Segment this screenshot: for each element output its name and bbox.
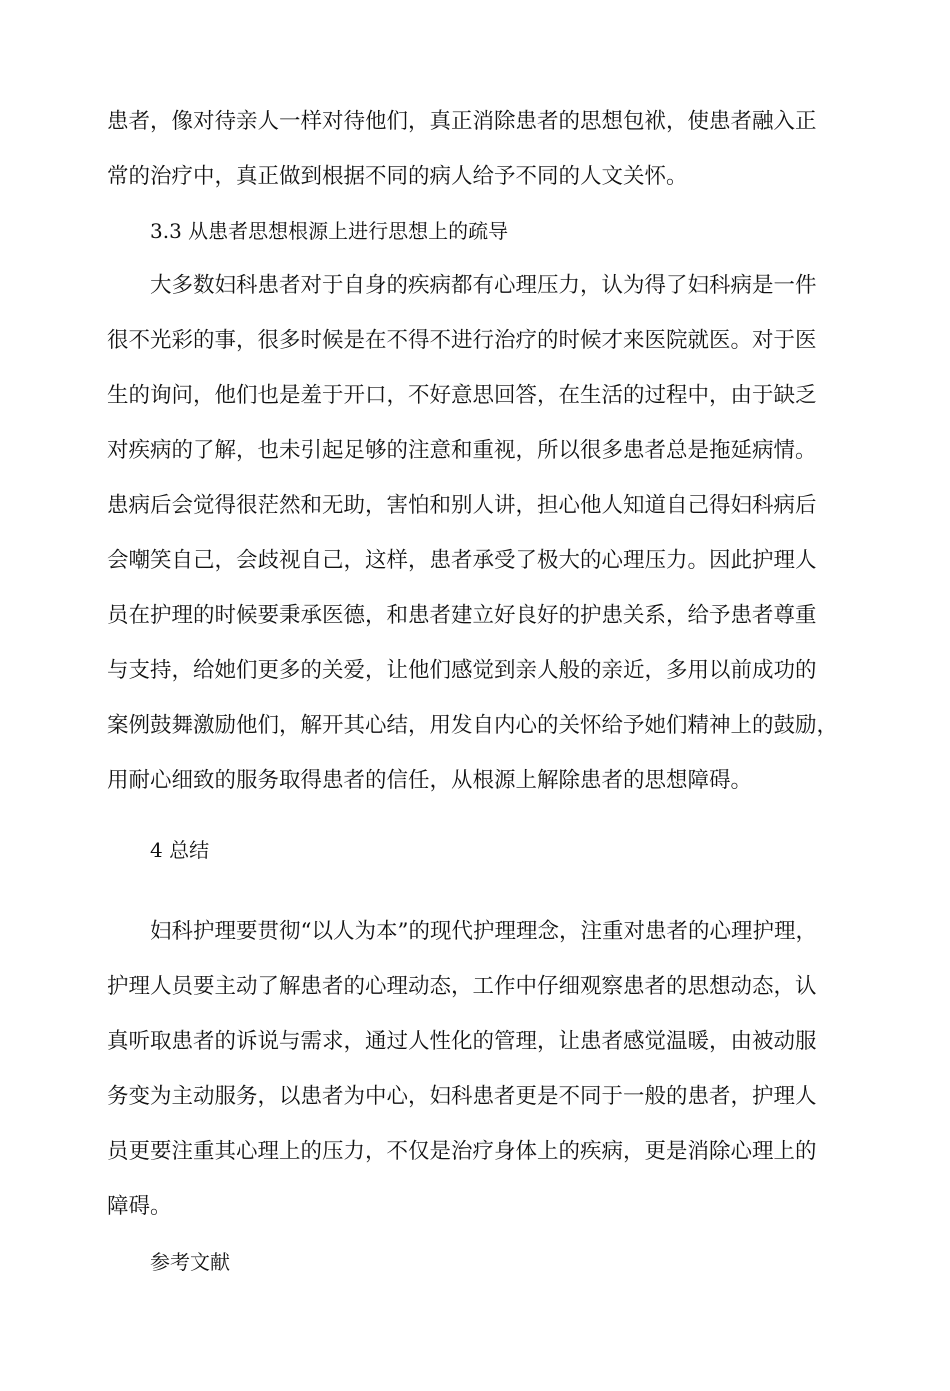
paragraph-line: 妇科护理要贯彻“以人为本”的现代护理理念，注重对患者的心理护理，: [107, 919, 817, 944]
paragraph-line: 护理人员要主动了解患者的心理动态，工作中仔细观察患者的思想动态，认: [107, 974, 817, 999]
paragraph-line: 患者，像对待亲人一样对待他们，真正消除患者的思想包袱，使患者融入正: [107, 109, 817, 134]
paragraph-line: 障碍。: [107, 1194, 172, 1219]
paragraph-line: 真听取患者的诉说与需求，通过人性化的管理，让患者感觉温暖，由被动服: [107, 1029, 817, 1054]
paragraph-line: 员更要注重其心理上的压力，不仅是治疗身体上的疾病，更是消除心理上的: [107, 1139, 817, 1164]
paragraph-2: [107, 258, 847, 808]
section-heading-4: 4 总结: [150, 838, 210, 862]
paragraph-3: [107, 904, 847, 1234]
paragraph-line: 患病后会觉得很茫然和无助，害怕和别人讲，担心他人知道自己得妇科病后: [107, 493, 817, 518]
paragraph-line: 常的治疗中，真正做到根据不同的病人给予不同的人文关怀。: [107, 164, 688, 189]
section-heading-3-3: 3.3 从患者思想根源上进行思想上的疏导: [150, 219, 509, 243]
section-heading-references: 参考文献: [150, 1250, 230, 1274]
paragraph-line: 务变为主动服务，以患者为中心，妇科患者更是不同于一般的患者，护理人: [107, 1084, 817, 1109]
paragraph-line: 用耐心细致的服务取得患者的信任，从根源上解除患者的思想障碍。: [107, 768, 753, 793]
paragraph-line: 大多数妇科患者对于自身的疾病都有心理压力，认为得了妇科病是一件: [107, 273, 817, 298]
paragraph-line: 很不光彩的事，很多时候是在不得不进行治疗的时候才来医院就医。对于医: [107, 328, 817, 353]
paragraph-1: [107, 94, 847, 204]
paragraph-line: 对疾病的了解，也未引起足够的注意和重视，所以很多患者总是拖延病情。: [107, 438, 817, 463]
paragraph-line: 案例鼓舞激励他们，解开其心结，用发自内心的关怀给予她们精神上的鼓励，: [107, 713, 839, 738]
paragraph-line: 会嘲笑自己，会歧视自己，这样，患者承受了极大的心理压力。因此护理人: [107, 548, 817, 573]
paragraph-line: 生的询问，他们也是羞于开口，不好意思回答，在生活的过程中，由于缺乏: [107, 383, 817, 408]
paragraph-line: 员在护理的时候要秉承医德，和患者建立好良好的护患关系，给予患者尊重: [107, 603, 817, 628]
paragraph-line: 与支持，给她们更多的关爱，让他们感觉到亲人般的亲近，多用以前成功的: [107, 658, 817, 683]
